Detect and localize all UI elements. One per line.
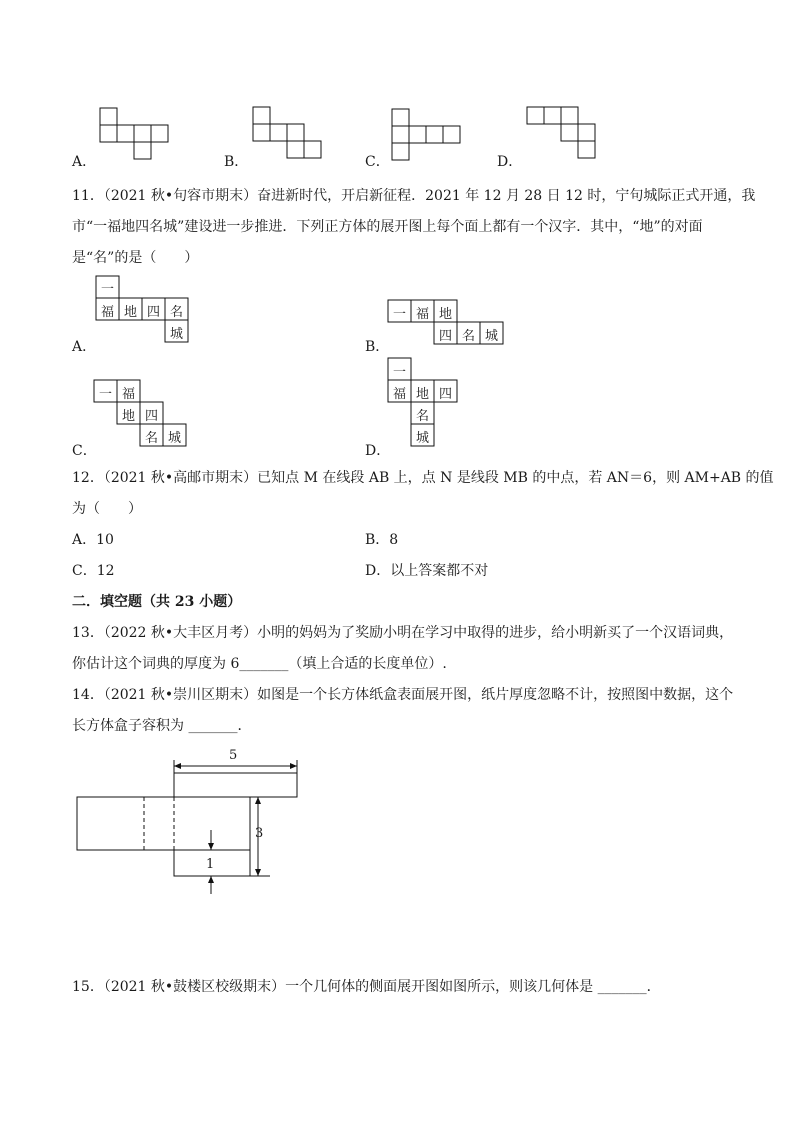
q11-option-b-label: B． [365, 339, 390, 355]
q11-net-c [94, 380, 194, 450]
q11-c-cell-si: 四 [145, 409, 159, 424]
q11-b-cell-di: 地 [439, 307, 453, 322]
q11-d-cell-si: 四 [439, 387, 453, 402]
q11-stem-line2: 市“一福地四名城”建设进一步推进．下列正方体的展开图上每个面上都有一个汉字．其中，“地”的对面 [72, 219, 703, 235]
q11-d-cell-ming: 名 [416, 409, 430, 424]
q10-option-d-label: D． [497, 154, 523, 170]
q14-dim-bottom: 1 [206, 857, 215, 872]
q12-option-d: D．以上答案都不对 [365, 563, 489, 579]
q11-net-a [96, 276, 192, 346]
q11-a-cell-yi: 一 [101, 282, 115, 297]
q11-d-cell-yi: 一 [393, 365, 407, 380]
q11-net-b [388, 300, 508, 348]
q10-net-d [527, 107, 607, 163]
q11-option-d-label: D． [365, 443, 391, 459]
q11-a-cell-cheng: 城 [170, 327, 184, 342]
q10-net-b [253, 107, 333, 163]
q12-option-b: B．8 [365, 532, 399, 548]
q11-a-cell-ming: 名 [170, 305, 184, 320]
q14-dim-right: 3 [255, 826, 264, 841]
q12-stem-line2: 为（ ） [72, 501, 142, 517]
q10-option-c-label: C． [365, 154, 390, 170]
q11-d-cell-cheng: 城 [416, 431, 430, 446]
q11-a-cell-di: 地 [124, 305, 138, 320]
q11-d-cell-di: 地 [416, 387, 430, 402]
q11-b-cell-cheng: 城 [485, 329, 499, 344]
section-title-fill-blank: 二．填空题（共 23 小题） [72, 594, 242, 610]
q11-stem-line1: 11．（2021 秋•句容市期末）奋进新时代，开启新征程．2021 年 12 月 28 日 12 时，宁句城际正式开通，我 [72, 188, 756, 204]
q14-stem-line1: 14．（2021 秋•崇川区期末）如图是一个长方体纸盒表面展开图，纸片厚度忽略不计，按照图中数据，这个 [72, 687, 734, 703]
q10-option-b-label: B． [224, 154, 249, 170]
q11-c-cell-di: 地 [122, 409, 136, 424]
q11-a-cell-si: 四 [147, 305, 161, 320]
q12-option-a: A．10 [72, 532, 114, 548]
q11-c-cell-yi: 一 [99, 387, 113, 402]
q13-stem-line1: 13．（2022 秋•大丰区月考）小明的妈妈为了奖励小明在学习中取得的进步，给小明新买了一个汉语词典， [72, 625, 734, 641]
q11-b-cell-yi: 一 [393, 307, 407, 322]
q11-net-d [388, 358, 468, 450]
q11-a-cell-fu: 福 [101, 305, 115, 320]
q12-option-c: C．12 [72, 563, 115, 579]
q10-net-a [100, 108, 180, 164]
q10-option-a-label: A． [72, 154, 97, 170]
q14-stem-line2: 长方体盒子容积为 _______． [72, 718, 252, 734]
q11-option-a-label: A． [72, 339, 97, 355]
q13-stem-line2: 你估计这个词典的厚度为 6_______（填上合适的长度单位）. [72, 656, 447, 672]
q11-c-cell-ming: 名 [145, 431, 159, 446]
q15-stem-line1: 15．（2021 秋•鼓楼区校级期末）一个几何体的侧面展开图如图所示，则该几何体是 _______． [72, 979, 661, 995]
q11-option-c-label: C． [72, 443, 97, 459]
q11-d-cell-fu: 福 [393, 387, 407, 402]
q11-b-cell-fu: 福 [416, 307, 430, 322]
q11-c-cell-fu: 福 [122, 387, 136, 402]
q11-b-cell-si: 四 [439, 329, 453, 344]
q11-stem-line3: 是“名”的是（ ） [72, 250, 199, 266]
q11-b-cell-ming: 名 [462, 329, 476, 344]
q10-net-c [392, 109, 472, 165]
q11-c-cell-cheng: 城 [168, 431, 182, 446]
q12-stem-line1: 12．（2021 秋•高邮市期末）已知点 M 在线段 AB 上，点 N 是线段 MB 的中点，若 AN＝6，则 AM+AB 的值 [72, 470, 774, 486]
q14-dim-top: 5 [229, 748, 238, 763]
